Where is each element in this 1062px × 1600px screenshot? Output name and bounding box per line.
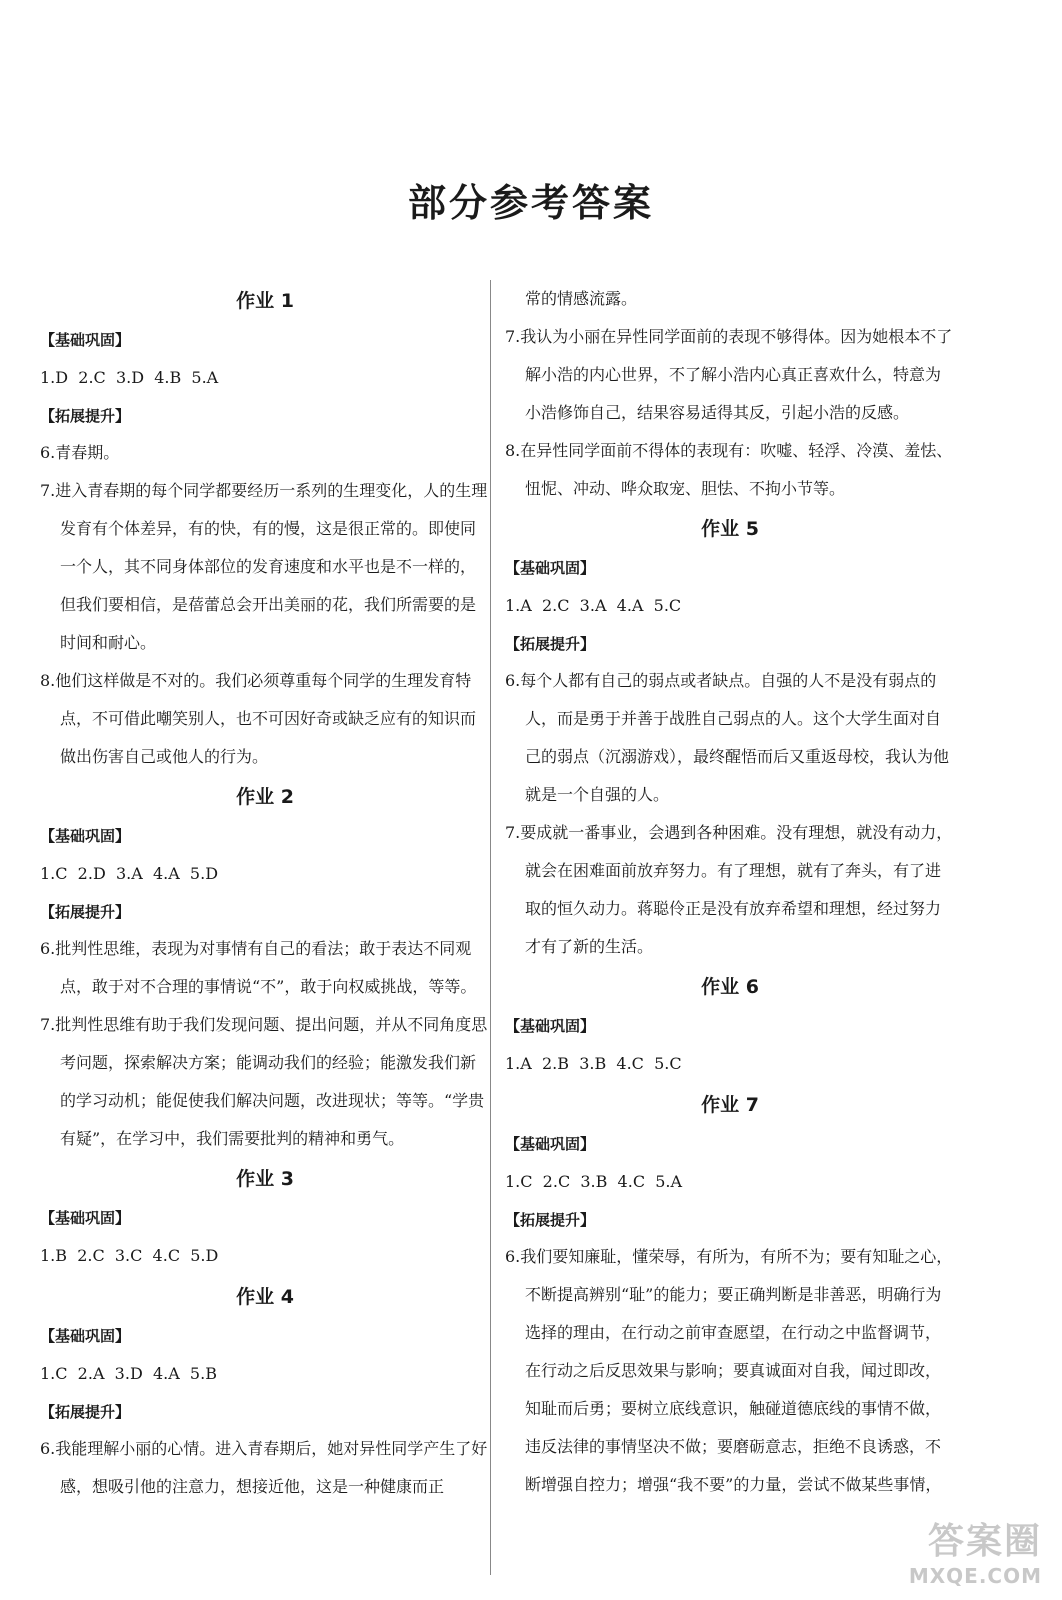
right-column <box>505 280 955 1504</box>
basic-answers: 1.B 2.C 3.C 4.C 5.D <box>40 1246 219 1265</box>
answer-paragraph: 6.每个人都有自己的弱点或者缺点。自强的人不是没有弱点的人，而是勇于并善于战胜自己弱点的人。这个大学生面对自己的弱点（沉溺游戏），最终醒悟而后又重返母校，我认为他就是一个自强的人。 <box>505 671 950 804</box>
section-heading-7: 作业 7 <box>701 1094 759 1116</box>
answer-paragraph-continued: 常的情感流露。 <box>525 289 638 308</box>
answer-paragraph: 6.批判性思维，表现为对事情有自己的看法；敢于表达不同观点，敢于对不合理的事情说“不”，敢于向权威挑战，等等。 <box>40 939 477 996</box>
basic-label: 【基础巩固】 <box>40 331 131 349</box>
answer-paragraph: 7.要成就一番事业，会遇到各种困难。没有理想，就没有动力，就会在困难面前放弃努力。有了理想，就有了奔头，有了进取的恒久动力。蒋聪伶正是没有放弃希望和理想，经过努力才有了新的生活。 <box>505 823 953 956</box>
basic-answers: 1.A 2.B 3.B 4.C 5.C <box>505 1054 682 1073</box>
basic-label: 【基础巩固】 <box>505 1135 596 1153</box>
section-heading-6: 作业 6 <box>701 976 759 998</box>
answer-paragraph: 6.我们要知廉耻，懂荣辱，有所为，有所不为；要有知耻之心，不断提高辨别“耻”的能力；要正确判断是非善恶，明确行为选择的理由，在行动之前审查愿望，在行动之中监督调节，在行动之后反思效果与影响；要真诚面对自我，闻过即改，知耻而后勇；要树立底线意识，触碰道德底线的事情不做，违反法律的事情坚决不做；要磨砺意志，拒绝不良诱惑，不断增强自控力；增强“我不要”的力量，尝试不做某些事情， <box>505 1247 953 1494</box>
left-column <box>40 280 490 1506</box>
basic-answers: 1.C 2.A 3.D 4.A 5.B <box>40 1364 217 1383</box>
basic-label: 【基础巩固】 <box>505 559 596 577</box>
watermark-url: MXQE.COM <box>908 1564 1042 1588</box>
extension-label: 【拓展提升】 <box>505 635 596 653</box>
answer-paragraph: 6.我能理解小丽的心情。进入青春期后，她对异性同学产生了好感，想吸引他的注意力，想接近他，这是一种健康而正 <box>40 1439 488 1496</box>
column-divider <box>490 280 491 1575</box>
answer-paragraph: 7.我认为小丽在异性同学面前的表现不够得体。因为她根本不了解小浩的内心世界，不了解小浩内心真正喜欢什么，特意为小浩修饰自己，结果容易适得其反，引起小浩的反感。 <box>505 327 953 422</box>
section-heading-4: 作业 4 <box>236 1286 294 1308</box>
basic-label: 【基础巩固】 <box>505 1017 596 1035</box>
extension-label: 【拓展提升】 <box>40 903 131 921</box>
extension-label: 【拓展提升】 <box>505 1211 596 1229</box>
extension-label: 【拓展提升】 <box>40 1403 131 1421</box>
basic-answers: 1.C 2.D 3.A 4.A 5.D <box>40 864 219 883</box>
section-heading-5: 作业 5 <box>701 518 759 540</box>
watermark <box>909 1513 1042 1588</box>
basic-answers: 1.A 2.C 3.A 4.A 5.C <box>505 596 682 615</box>
answer-paragraph: 7.进入青春期的每个同学都要经历一系列的生理变化，人的生理发育有个体差异，有的快，有的慢，这是很正常的。即使同一个人，其不同身体部位的发育速度和水平也是不一样的，但我们要相信，是蓓蕾总会开出美丽的花，我们所需要的是时间和耐心。 <box>40 481 488 652</box>
answer-paragraph: 6.青春期。 <box>40 443 120 462</box>
basic-label: 【基础巩固】 <box>40 1327 131 1345</box>
section-heading-3: 作业 3 <box>236 1168 294 1190</box>
basic-label: 【基础巩固】 <box>40 827 131 845</box>
extension-label: 【拓展提升】 <box>40 407 131 425</box>
answer-paragraph: 8.他们这样做是不对的。我们必须尊重每个同学的生理发育特点，不可借此嘲笑别人，也不可因好奇或缺乏应有的知识而做出伤害自己或他人的行为。 <box>40 671 477 766</box>
watermark-logo-text: 答案圈 <box>927 1521 1042 1562</box>
page-title: 部分参考答案 <box>407 181 654 225</box>
section-heading-2: 作业 2 <box>236 786 294 808</box>
basic-answers: 1.D 2.C 3.D 4.B 5.A <box>40 368 219 387</box>
basic-answers: 1.C 2.C 3.B 4.C 5.A <box>505 1172 683 1191</box>
basic-label: 【基础巩固】 <box>40 1209 131 1227</box>
section-heading-1: 作业 1 <box>236 290 294 312</box>
answer-paragraph: 8.在异性同学面前不得体的表现有：吹嘘、轻浮、冷漠、羞怯、忸怩、冲动、哗众取宠、胆怯、不拘小节等。 <box>505 441 953 498</box>
answer-paragraph: 7.批判性思维有助于我们发现问题、提出问题，并从不同角度思考问题，探索解决方案；能调动我们的经验；能激发我们新的学习动机；能促使我们解决问题，改进现状；等等。“学贵有疑”，在学习中，我们需要批判的精神和勇气。 <box>40 1015 488 1148</box>
